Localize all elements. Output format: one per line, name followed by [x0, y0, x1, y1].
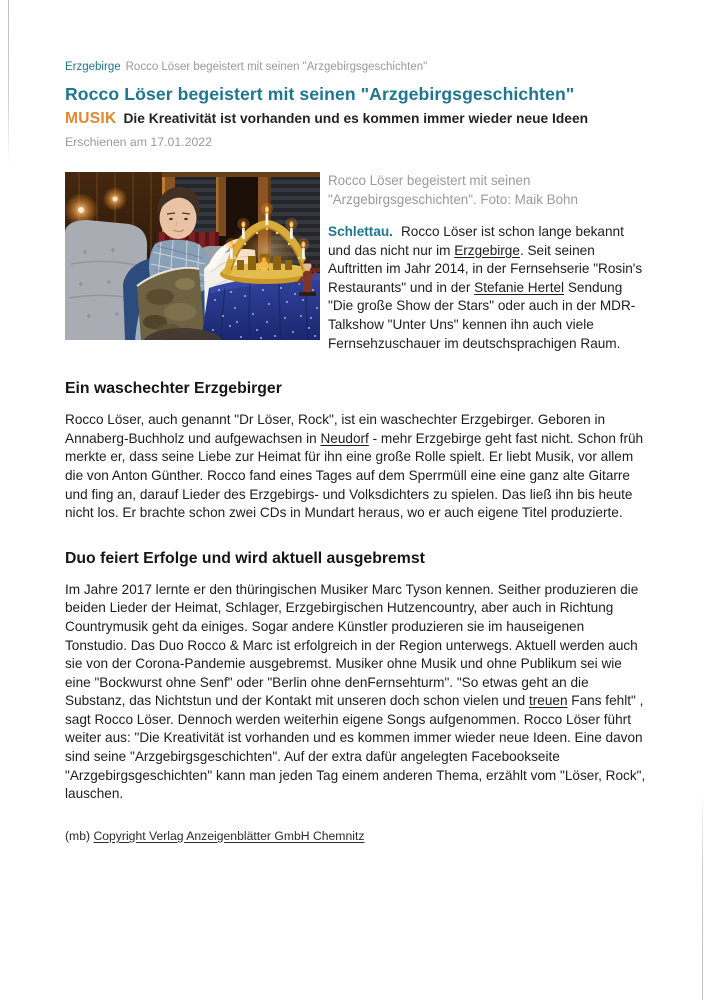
article-photo — [65, 172, 320, 340]
kicker-category-label: MUSIK — [65, 110, 117, 127]
link-neudorf[interactable]: Neudorf — [320, 430, 369, 446]
intro-text: . Seit seinen Auftritten im Jahr 2014, in der Fernsehserie "Rosin's Restaurants" und in der — [328, 242, 643, 295]
breadcrumb-trail: Rocco Löser begeistert mit seinen "Arzgebirgsgeschichten" — [125, 61, 428, 73]
link-erzgebirge[interactable]: Erzgebirge — [454, 242, 520, 258]
link-treuen[interactable]: treuen — [528, 693, 568, 709]
breadcrumb — [65, 60, 646, 75]
intro-text: Sendung "Die große Show der Stars" oder auch in der MDR-Talkshow "Unter Uns" kennen ihn auch viele Fernsehzuschauer im deutschsprachigen Raum. — [328, 279, 636, 351]
section-paragraph-1 — [65, 411, 646, 523]
page-title: Rocco Löser begeistert mit seinen "Arzgebirgsgeschichten" — [65, 84, 575, 104]
kicker-subtitle: Die Kreativität ist vorhanden und es kommen immer wieder neue Ideen — [123, 111, 589, 126]
publish-date: Erschienen am 17.01.2022 — [65, 135, 212, 149]
body-text: - mehr Erzgebirge geht fast nicht. Schon früh merkte er, dass seine Liebe zur Heimat für ihn eine große Rolle spielt. Er liebt Musik, vor allem die von Anton Günther. Rocco fand eines Tages auf dem Sperrmüll eine eine ganz alte Gitarre und fing an, darauf Lieder des Erzgebirgs- und Volksdichters zu spielen. Das ließ ihn bis heute nicht los. Er brachte schon zwei CDs in Mundart heraus, wo er auch eigene Titel produzierte. — [65, 430, 644, 521]
article-body — [65, 170, 646, 844]
body-text: Fans fehlt" , sagt Rocco Löser. Dennoch werden weiterhin eigene Songs aufgenommen. Rocco Löser führt weiter aus: "Die Kreativität ist vorhanden und es kommen immer wieder neue Ideen. Eine davon sind seine "Arzgebirgsgeschichten". Auf der extra dafür angelegten Facebookseite "Arzgebirgsgeschichten" kann man jeden Tag einem anderen Thema, erzählt vom "Löser, Rock", lauschen. — [65, 693, 646, 802]
kicker-line — [65, 110, 646, 128]
intro-text: Rocco Löser ist schon lange bekannt und das nicht nur im — [328, 224, 624, 258]
section-heading-1: Ein waschechter Erzgebirger — [65, 380, 282, 398]
section-heading-2: Duo feiert Erfolge und wird aktuell ausgebremst — [65, 549, 425, 567]
link-stefanie-hertel[interactable]: Stefanie Hertel — [474, 279, 565, 295]
location-lead: Schlettau. — [328, 224, 393, 239]
breadcrumb-section-link[interactable]: Erzgebirge — [65, 61, 121, 73]
photo-caption: Rocco Löser begeistert mit seinen "Arzgebirgsgeschichten". Foto: Maik Bohn — [328, 173, 578, 207]
article-footer — [65, 828, 646, 844]
body-text: Im Jahre 2017 lernte er den thüringischen Musiker Marc Tyson kennen. Seither produzieren die beiden Lieder der Heimat, Schlager, Erzgebirgischen Hutzencountry, aber auch in Richtung Countrymusik geht da einiges. Sogar andere Künstler produzieren sie im hauseigenen Tonstudio. Das Duo Rocco & Marc ist erfolgreich in der Region unterwegs. Aktuell werden auch sie von der Corona-Pandemie ausgebremst. Musiker ohne Musik und ohne Publikum sei wie eine "Bockwurst ohne Senf" oder "Berlin ohne denFernsehturm". "So etwas geht an die Substanz, das Nichtstun und der Kontakt mit unseren doch schon vielen und — [65, 581, 639, 709]
photo-illustration — [65, 172, 320, 340]
scan-page-edge-left — [8, 0, 9, 165]
section-paragraph-2 — [65, 581, 646, 804]
body-text: Rocco Löser, auch genannt "Dr Löser, Rock", ist ein waschechter Erzgebirger. Geboren in Annaberg-Buchholz und aufgewachsen in — [65, 412, 606, 446]
copyright-link[interactable]: Copyright Verlag Anzeigenblätter GmbH Chemnitz — [93, 828, 365, 843]
article-content — [65, 60, 646, 844]
scan-page-edge-right — [702, 790, 703, 1000]
footer-author-initials: (mb) — [65, 828, 91, 843]
